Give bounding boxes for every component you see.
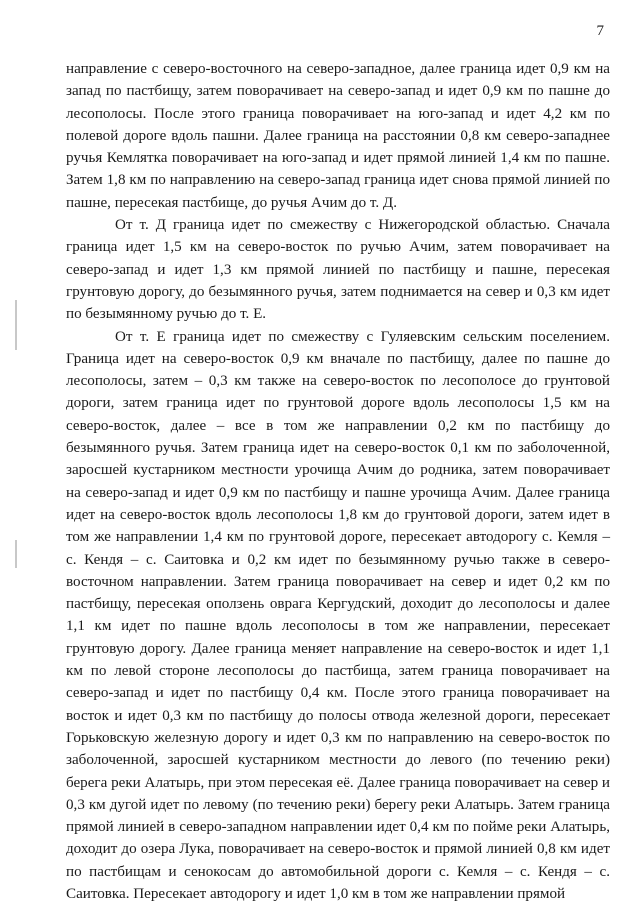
paragraph-continuation: направление с северо-восточного на северо-западное, далее граница идет 0,9 км на запад по пастбищу, затем поворачивает на северо-запад и идет 0,9 км по пашне до лесополосы. После этого граница поворачивает на юго-запад и идет 4,2 км по полевой дороге вдоль пашни. Далее граница на расстоянии 0,8 км северо-западнее ручья Кемлятка поворачивает на юго-запад и идет прямой линией 1,4 км по пашне. Затем 1,8 км по направлению на северо-запад граница идет снова прямой линией по пашне, пересекая пастбище, до ручья Ачим до т. Д. bbox=[66, 61, 610, 211]
paragraph-boundary-d: От т. Д граница идет по смежеству с Нижегородской областью. Сначала граница идет 1,5 км на северо-восток по ручью Ачим, затем поворачивает на северо-запад и идет 1,3 км прямой линией по пастбищу и пашне, пересекая грунтовую дорогу, до безымянного ручья, затем поднимается на север и 0,3 км идет по безымянному ручью до т. Е. bbox=[66, 217, 610, 323]
scan-artifact-line bbox=[15, 540, 17, 568]
paragraph-boundary-e: От т. Е граница идет по смежеству с Гуляевским сельским поселением. Граница идет на северо-восток 0,9 км вначале по пастбищу, далее по пашне до лесополосы, затем – 0,3 км также на северо-восток по лесополосе до грунтовой дороги, затем граница идет по грунтовой дороге вдоль лесополосы 1,5 км на северо-восток, далее – все в том же направлении 0,2 км по пастбищу до безымянного ручья. Затем граница идет на северо-восток 0,1 км по заболоченной, заросшей кустарником местности урочища Ачим до родника, затем поворачивает на северо-запад и идет 0,9 км по пастбищу и пашне урочища Ачим. Далее граница идет на северо-восток вдоль лесополосы 1,8 км до грунтовой дороги, затем идет в том же направлении 1,4 км по грунтовой дороге, пересекает автодорогу с. Кемля – с. Кендя – с. Саитовка и 0,2 км идет по безымянному ручью также в северо-восточном направлении. Затем граница поворачивает на север и идет 0,2 км по пастбищу, пересекая оползень оврага Кергудский, доходит до лесополосы и далее 1,1 км идет по пашне вдоль лесополосы в том же направлении, пересекает грунтовую дорогу. Далее граница меняет направление на северо-восток и идет 1,1 км по левой стороне лесополосы до пастбища, затем граница поворачивает на северо-запад и идет по пастбищу 0,4 км. После этого граница поворачивает на восток и идет 0,3 км по пастбищу до полосы отвода железной дороги, пересекает Горьковскую железную дорогу и идет 0,3 км по направлению на северо-восток по заболоченной, заросшей кустарником местности до левого (по течению реки) берега реки Алатырь, при этом пересекая её. Далее граница поворачивает на север и 0,3 км дугой идет по левому (по течению реки) берегу реки Алатырь. Затем граница прямой линией в северо-западном направлении идет 0,4 км по пойме реки Алатырь, доходит до озера Лука, поворачивает на северо-восток и прямой линией 0,8 км идет по пастбищам и сенокосам до автомобильной дороги с. Кемля – с. Кендя – с. Саитовка. Пересекает автодорогу и идет 1,0 км в том же направлении прямой bbox=[66, 328, 610, 902]
scan-artifact-line bbox=[15, 300, 17, 350]
page-number: 7 bbox=[596, 23, 604, 39]
document-body bbox=[66, 58, 610, 905]
